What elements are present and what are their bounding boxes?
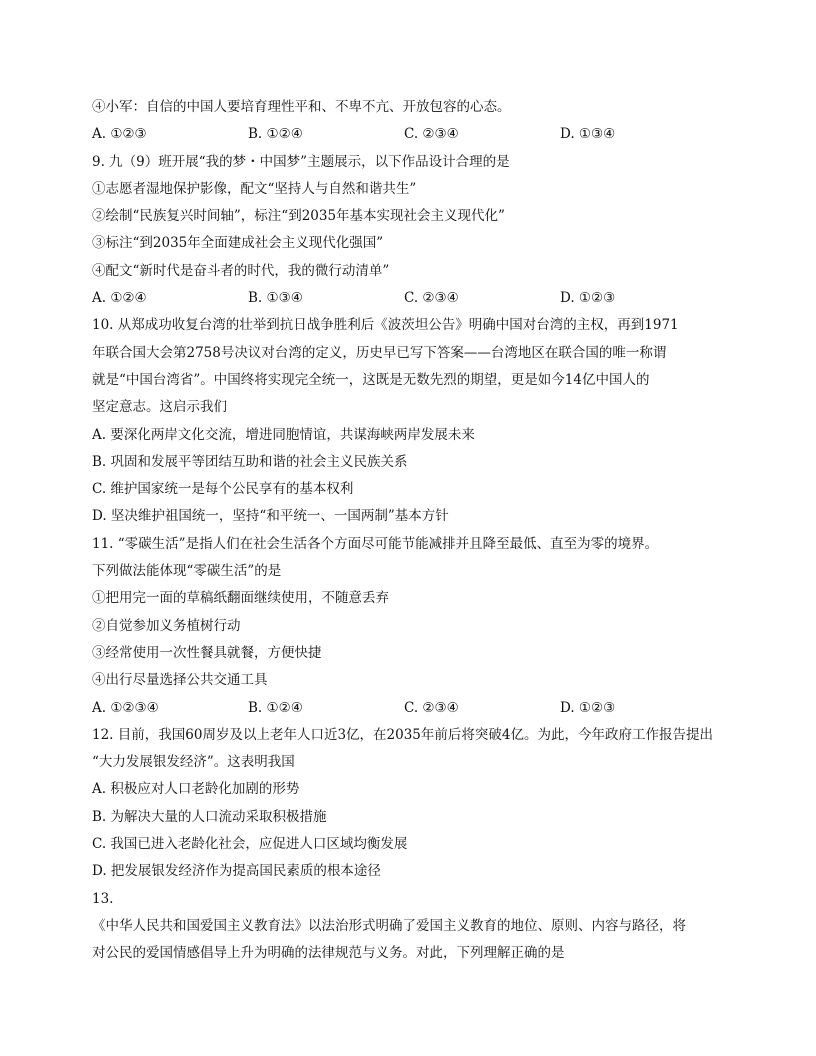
q12-stem-line-2: “大力发展银发经济”。这表明我国 [92, 754, 295, 771]
q12-option-b: B. 为解决大量的人口流动采取积极措施 [92, 808, 327, 825]
q13-number: 13. [92, 890, 114, 907]
q10-option-b: B. 巩固和发展平等团结互助和谐的社会主义民族关系 [92, 453, 408, 470]
q11-item-3: ③经常使用一次性餐具就餐，方便快捷 [92, 644, 322, 661]
q8-option-b: B. ①②④ [248, 126, 303, 143]
q11-option-c: C. ②③④ [404, 699, 459, 716]
q11-item-4: ④出行尽量选择公共交通工具 [92, 672, 268, 689]
q9-options [92, 285, 732, 312]
q11-option-b: B. ①②④ [248, 699, 303, 716]
q11-options [92, 695, 732, 722]
q9-stem: 9. 九（9）班开展“我的梦・中国梦”主题展示，以下作品设计合理的是 [92, 153, 510, 170]
q10-option-c: C. 维护国家统一是每个公民享有的基本权利 [92, 481, 354, 498]
q9-item-3: ③标注“到2035年全面建成社会主义现代化强国” [92, 235, 384, 252]
q10-option-a: A. 要深化两岸文化交流，增进同胞情谊，共谋海峡两岸发展未来 [92, 426, 475, 443]
q10-stem-line-2: 年联合国大会第2758号决议对台湾的定义，历史早已写下答案——台湾地区在联合国的唯一称谓 [92, 344, 667, 361]
q11-stem-line-2: 下列做法能体现“零碳生活”的是 [92, 563, 282, 580]
q8-option-c: C. ②③④ [404, 126, 459, 143]
q10-stem-line-4: 坚定意志。这启示我们 [92, 399, 227, 416]
q12-option-a: A. 积极应对人口老龄化加剧的形势 [92, 781, 300, 798]
q8-option-d: D. ①③④ [560, 126, 616, 143]
q13-stem-line-2: 对公民的爱国情感倡导上升为明确的法律规范与义务。对此，下列理解正确的是 [92, 945, 565, 962]
q9-option-d: D. ①②③ [560, 290, 616, 307]
q11-item-2: ②自觉参加义务植树行动 [92, 617, 241, 634]
q9-item-2: ②绘制“民族复兴时间轴”，标注“到2035年基本实现社会主义现代化” [92, 208, 505, 225]
q9-option-c: C. ②③④ [404, 290, 459, 307]
q8-item-4: ④小军：自信的中国人要培育理性平和、不卑不亢、开放包容的心态。 [92, 99, 511, 115]
q10-option-d: D. 坚决维护祖国统一，坚持“和平统一、一国两制”基本方针 [92, 508, 449, 525]
q11-option-d: D. ①②③ [560, 699, 616, 716]
q9-item-1: ①志愿者湿地保护影像，配文“坚持人与自然和谐共生” [92, 180, 417, 197]
q12-option-d: D. 把发展银发经济作为提高国民素质的根本途径 [92, 863, 381, 880]
q8-option-a: A. ①②③ [92, 126, 147, 143]
q13-stem-line-1: 《中华人民共和国爱国主义教育法》以法治形式明确了爱国主义教育的地位、原则、内容与路径，将 [92, 917, 686, 934]
q10-stem-line-3: 就是“中国台湾省”。中国终将实现完全统一，这既是无数先烈的期望，更是如今14亿中国人的 [92, 371, 650, 388]
q11-option-a: A. ①②③④ [92, 699, 159, 716]
q9-item-4: ④配文“新时代是奋斗者的时代，我的微行动清单” [92, 262, 390, 279]
q12-stem-line-1: 12. 目前，我国60周岁及以上老年人口近3亿，在2035年前后将突破4亿。为此，今年政府工作报告提出 [92, 726, 713, 743]
q11-item-1: ①把用完一面的草稿纸翻面继续使用，不随意丢弃 [92, 590, 389, 607]
q9-option-b: B. ①③④ [248, 290, 303, 307]
q10-stem-line-1: 10. 从郑成功收复台湾的壮举到抗日战争胜利后《波茨坦公告》明确中国对台湾的主权，再到1971 [92, 317, 679, 334]
q8-options [92, 121, 732, 148]
q9-option-a: A. ①②④ [92, 290, 147, 307]
q12-option-c: C. 我国已进入老龄化社会，应促进人口区域均衡发展 [92, 836, 408, 853]
q11-stem-line-1: 11. “零碳生活”是指人们在社会生活各个方面尽可能节能减排并且降至最低、直至为零的境界。 [92, 535, 659, 552]
exam-page [92, 94, 732, 968]
